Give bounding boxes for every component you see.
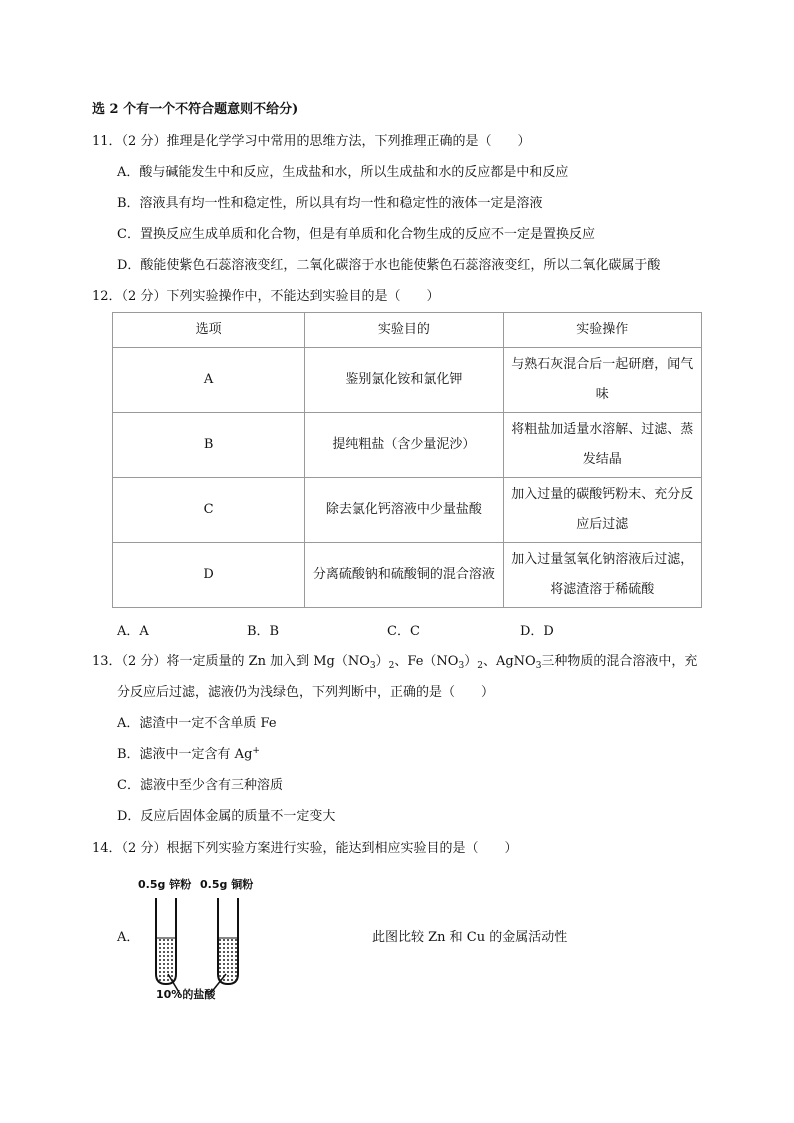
question-13-stem-continued: 分反应后过滤，滤液仍为浅绿色，下列判断中，正确的是（ ）	[117, 685, 495, 700]
question-11-stem: 11．（2 分）推理是化学学习中常用的思维方法，下列推理正确的是（ ）	[92, 134, 531, 149]
question-13-option-a: A．滤渣中一定不含单质 Fe	[117, 716, 277, 731]
left-test-tube	[156, 898, 176, 984]
table-cell: 加入过量氢氧化钠溶液后过滤，将滤渣溶于稀硫酸	[503, 543, 701, 608]
table-header-cell: 实验目的	[305, 313, 503, 348]
question-13-option-c: C．滤液中至少含有三种溶质	[117, 778, 283, 793]
table-header-row	[113, 313, 702, 348]
question-14-option-a-description: 此图比较 Zn 和 Cu 的金属活动性	[372, 930, 568, 945]
table-cell: 加入过量的碳酸钙粉末、充分反应后过滤	[503, 478, 701, 543]
experiment-table	[112, 312, 702, 608]
table-header-cell: 实验操作	[503, 313, 701, 348]
question-13-option-b: B．滤液中一定含有 Ag+	[117, 746, 260, 762]
answer-choice-b: B．B	[247, 624, 280, 639]
answer-choice-c: C．C	[387, 624, 420, 639]
test-tube-figure	[134, 872, 260, 1002]
section-intro: 选 2 个有一个不符合题意则不给分)	[92, 102, 299, 117]
question-14-option-a-letter: A．	[117, 930, 140, 945]
question-11-option-a: A．酸与碱能发生中和反应，生成盐和水，所以生成盐和水的反应都是中和反应	[117, 165, 569, 180]
table-row	[113, 478, 702, 543]
table-cell: 除去氯化钙溶液中少量盐酸	[305, 478, 503, 543]
figure-label-copper-powder: 0.5g 铜粉	[200, 878, 254, 891]
table-cell: C	[113, 478, 305, 543]
question-11-option-b: B．溶液具有均一性和稳定性，所以具有均一性和稳定性的液体一定是溶液	[117, 196, 543, 211]
question-12-answers	[117, 620, 677, 640]
table-cell: 提纯粗盐（含少量泥沙）	[305, 413, 503, 478]
table-cell: A	[113, 348, 305, 413]
question-13-option-d: D．反应后固体金属的质量不一定变大	[117, 809, 336, 824]
table-cell: 将粗盐加适量水溶解、过滤、蒸发结晶	[503, 413, 701, 478]
table-cell: 分离硫酸钠和硫酸铜的混合溶液	[305, 543, 503, 608]
table-cell: 与熟石灰混合后一起研磨，闻气味	[503, 348, 701, 413]
question-14-stem: 14．（2 分）根据下列实验方案进行实验，能达到相应实验目的是（ ）	[92, 841, 518, 856]
table-cell: D	[113, 543, 305, 608]
figure-label-zinc-powder: 0.5g 锌粉	[138, 878, 192, 891]
figure-label-hydrochloric-acid: 10%的盐酸	[156, 988, 216, 1001]
table-row	[113, 543, 702, 608]
table-cell: B	[113, 413, 305, 478]
answer-choice-d: D．D	[520, 624, 554, 639]
table-row	[113, 413, 702, 478]
answer-choice-a: A．A	[117, 624, 149, 639]
right-test-tube	[218, 898, 238, 984]
question-11-option-d: D．酸能使紫色石蕊溶液变红，二氧化碳溶于水也能使紫色石蕊溶液变红，所以二氧化碳属于酸	[117, 258, 661, 273]
table-cell: 鉴别氯化铵和氯化钾	[305, 348, 503, 413]
question-11-option-c: C．置换反应生成单质和化合物，但是有单质和化合物生成的反应不一定是置换反应	[117, 227, 595, 242]
table-row	[113, 348, 702, 413]
table-header-cell: 选项	[113, 313, 305, 348]
question-13-stem: 13．（2 分）将一定质量的 Zn 加入到 $Mg(NO_3)_2$、$Fe(NO_3)_2$、AgNO$_3$三种物质的混合溶液中，充	[92, 654, 698, 671]
question-12-stem: 12．（2 分）下列实验操作中，不能达到实验目的是（ ）	[92, 289, 440, 304]
